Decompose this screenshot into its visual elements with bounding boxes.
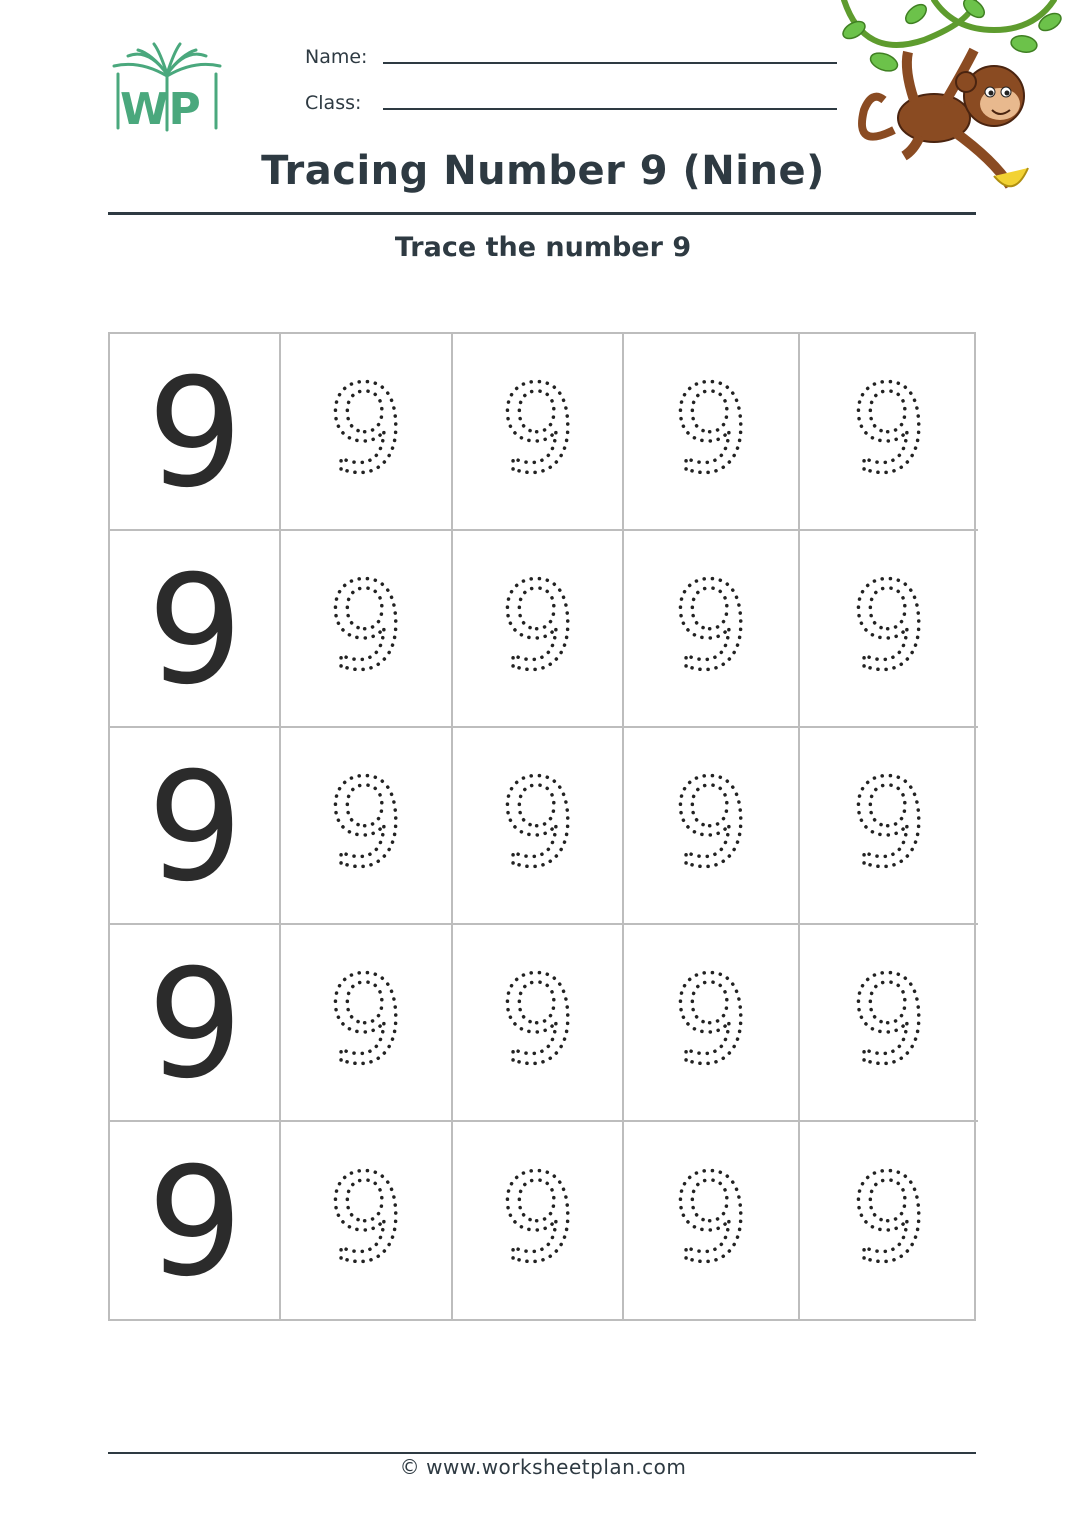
grid-cell[interactable] [281,531,453,728]
title-divider [108,212,976,215]
dotted-digit: 9 [850,1155,928,1286]
dotted-digit: 9 [672,563,750,694]
page-title: Tracing Number 9 (Nine) [261,148,825,194]
dotted-digit: 9 [327,1155,405,1286]
dotted-digit: 9 [499,1155,576,1286]
dotted-digit: 9 [327,366,405,497]
book-logo-icon [108,40,226,136]
grid-cell[interactable] [281,334,453,531]
worksheetplan-logo [108,40,226,136]
dotted-digit: 9 [672,957,750,1088]
footer [108,1455,978,1479]
grid-cell[interactable] [281,728,453,925]
grid-cell[interactable] [453,1122,624,1319]
dotted-digit: 9 [499,760,576,891]
model-digit: 9 [146,760,243,891]
grid-cell[interactable] [624,925,800,1122]
name-label: Name: [305,46,368,68]
grid-cell[interactable] [800,531,978,728]
grid-cell[interactable] [624,1122,800,1319]
dotted-digit: 9 [499,366,576,497]
dotted-digit: 9 [672,1155,750,1286]
grid-cell [110,334,281,531]
class-line[interactable] [383,108,837,110]
dotted-digit: 9 [672,366,750,497]
grid-cell[interactable] [281,925,453,1122]
dotted-digit: 9 [499,957,576,1088]
dotted-digit: 9 [499,563,576,694]
class-field[interactable] [305,92,837,114]
grid-cell[interactable] [800,334,978,531]
grid-cell[interactable] [800,1122,978,1319]
grid-cell [110,728,281,925]
instruction-text: Trace the number 9 [394,232,692,263]
footer-url[interactable]: www.worksheetplan.com [426,1455,687,1479]
grid-cell[interactable] [453,925,624,1122]
logo-letters: WP [120,84,201,135]
class-label: Class: [305,92,362,114]
grid-cell[interactable] [453,728,624,925]
grid-cell [110,531,281,728]
model-digit: 9 [146,563,243,694]
grid-cell [110,1122,281,1319]
grid-cell[interactable] [453,531,624,728]
dotted-digit: 9 [327,563,405,694]
name-field[interactable] [305,46,837,68]
tracing-grid [108,332,976,1321]
dotted-digit: 9 [327,760,405,891]
grid-cell [110,925,281,1122]
name-line[interactable] [383,62,837,64]
dotted-digit: 9 [850,563,928,694]
model-digit: 9 [146,366,243,497]
copyright-icon: © [399,1455,421,1479]
grid-cell[interactable] [624,531,800,728]
footer-divider [108,1452,976,1454]
dotted-digit: 9 [850,957,928,1088]
grid-cell[interactable] [800,728,978,925]
grid-cell[interactable] [453,334,624,531]
model-digit: 9 [146,1155,243,1286]
dotted-digit: 9 [850,366,928,497]
dotted-digit: 9 [850,760,928,891]
dotted-digit: 9 [327,957,405,1088]
grid-cell[interactable] [624,334,800,531]
grid-cell[interactable] [624,728,800,925]
dotted-digit: 9 [672,760,750,891]
model-digit: 9 [146,957,243,1088]
grid-cell[interactable] [281,1122,453,1319]
grid-cell[interactable] [800,925,978,1122]
